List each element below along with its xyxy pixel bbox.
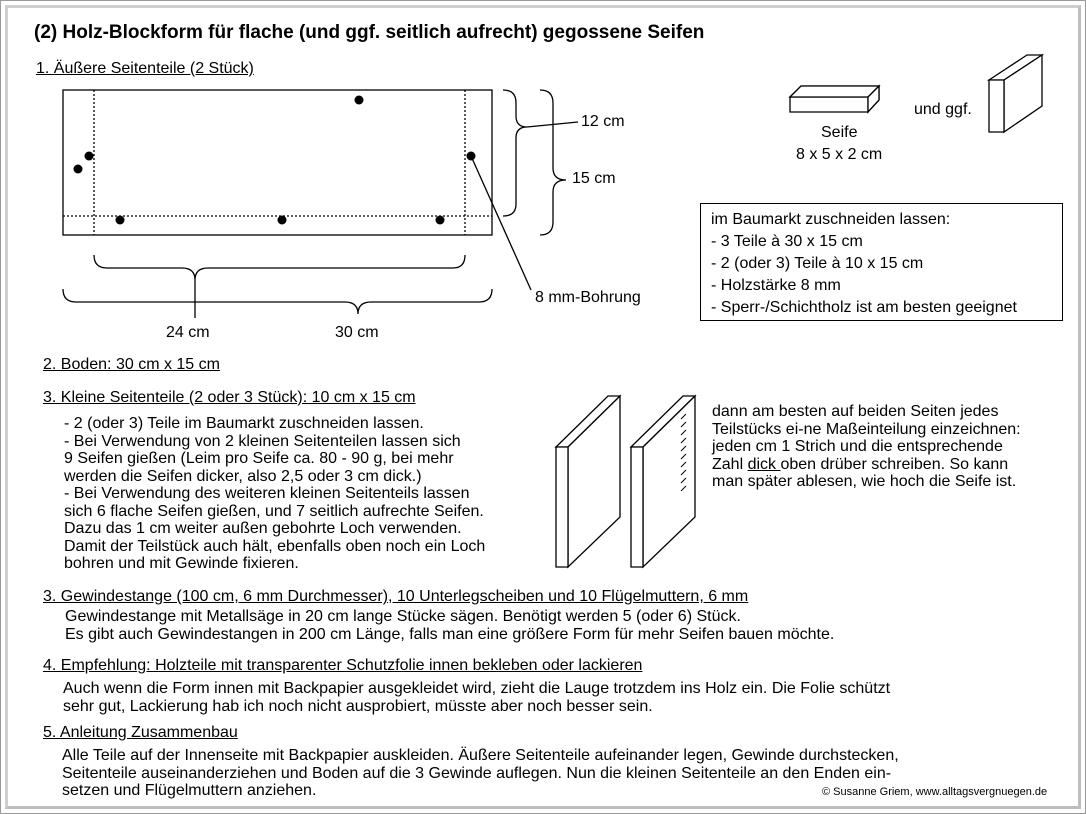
box-line: - Sperr-/Schichtholz ist am besten geeignet <box>711 299 1017 316</box>
small-panel-1-edge <box>556 447 568 567</box>
text-line: Auch wenn die Form innen mit Backpapier ausgekleidet wird, zieht die Lauge trotzdem ins Holz ein. Die Folie schützt <box>63 680 891 697</box>
text-line: Dazu das 1 cm weiter außen gebohrte Loch verwenden. <box>64 520 462 537</box>
text-line: sehr gut, Lackierung hab ich noch nicht ausprobiert, müsste aber noch besser sein. <box>63 697 653 715</box>
soap-optional-label: und ggf. <box>914 101 972 118</box>
text-line: Damit der Teilstück auch hält, ebenfalls oben noch ein Loch <box>64 537 486 555</box>
brace-12cm <box>503 90 527 216</box>
drill-hole <box>278 216 287 225</box>
text-line: 9 Seifen gießen (Leim pro Seife ca. 80 - 90 g, bei mehr <box>64 450 454 467</box>
section4-heading: 3. Gewindestange (100 cm, 6 mm Durchmesser), 10 Unterlegscheiben und 10 Flügelmuttern, 6 mm <box>43 588 749 605</box>
drill-label: 8 mm-Bohrung <box>535 289 641 306</box>
text-line: werden die Seifen dicker, also 2,5 oder 3 cm dick.) <box>64 467 422 485</box>
text-line: dann am besten auf beiden Seiten jedes <box>712 403 999 420</box>
section3-heading: 3. Kleine Seitenteile (2 oder 3 Stück): 10 cm x 15 cm <box>43 389 416 406</box>
text-line: jeden cm 1 Strich und die entsprechende <box>712 438 1003 455</box>
leader-drill <box>471 156 531 290</box>
text-line: Zahl dick oben drüber schreiben. So kann <box>712 455 1009 473</box>
text-line: bohren und mit Gewinde fixieren. <box>64 555 299 572</box>
section6-text <box>62 747 899 800</box>
soap-flat-front <box>790 97 868 112</box>
brace-30cm <box>63 289 492 314</box>
section2-heading: 2. Boden: 30 cm x 15 cm <box>43 356 220 373</box>
copyright: © Susanne Griem, www.alltagsvergnuegen.de <box>822 786 1048 798</box>
drill-hole <box>116 216 125 225</box>
section3-side-note <box>712 403 1021 491</box>
text-line: man später ablesen, wie hoch die Seife ist. <box>712 473 1017 490</box>
box-line: - 2 (oder 3) Teile à 10 x 15 cm <box>711 255 924 272</box>
drill-hole <box>85 152 94 161</box>
text-line: setzen und Flügelmuttern anziehen. <box>62 782 317 799</box>
soap-flat-topface <box>790 86 879 97</box>
page-title: (2) Holz-Blockform für flache (und ggf. seitlich aufrecht) gegossene Seifen <box>34 22 705 43</box>
section1-heading: 1. Äußere Seitenteile (2 Stück) <box>36 60 254 77</box>
side-panel-outline <box>63 90 492 235</box>
brace-24cm <box>94 255 465 280</box>
text-line: - Bei Verwendung des weiteren kleinen Seitenteils lassen <box>64 485 470 502</box>
dimension-12cm: 12 cm <box>581 113 625 130</box>
box-line: im Baumarkt zuschneiden lassen: <box>711 211 951 228</box>
text-line: - Bei Verwendung von 2 kleinen Seitenteilen lassen sich <box>64 432 461 450</box>
dimension-15cm: 15 cm <box>572 170 616 187</box>
section6-heading: 5. Anleitung Zusammenbau <box>43 724 238 741</box>
text-line: Teilstücks ei-ne Maßeinteilung einzeichnen: <box>712 420 1021 438</box>
text-line: sich 6 flache Seifen gießen, und 7 seitlich aufrechte Seifen. <box>64 502 484 520</box>
dimension-30cm: 30 cm <box>335 324 379 341</box>
text-line: Es gibt auch Gewindestangen in 200 cm Länge, falls man eine größere Form für mehr Seifen bauen möchte. <box>65 625 835 643</box>
emphasis-word: dick <box>747 455 781 473</box>
text-line: Gewindestange mit Metallsäge in 20 cm lange Stücke sägen. Benötigt werden 5 (oder 6) Stück. <box>65 608 741 625</box>
soap-label: Seife <box>821 124 858 141</box>
drill-hole <box>436 216 445 225</box>
box-line: - 3 Teile à 30 x 15 cm <box>711 233 863 250</box>
drill-hole <box>355 96 364 105</box>
hardware-store-box <box>700 203 1063 321</box>
small-panel-1-face <box>568 396 620 567</box>
section5-text <box>63 680 890 715</box>
dimension-24cm: 24 cm <box>166 324 210 341</box>
brace-15cm <box>540 90 566 235</box>
soap-size: 8 x 5 x 2 cm <box>796 146 883 163</box>
drill-hole <box>467 152 476 161</box>
small-panel-2-face <box>643 396 695 567</box>
small-panel-2-edge <box>631 447 643 567</box>
box-line: - Holzstärke 8 mm <box>711 277 841 294</box>
section5-heading: 4. Empfehlung: Holzteile mit transparenter Schutzfolie innen bekleben oder lackieren <box>43 657 643 674</box>
text-line: Seitenteile auseinanderziehen und Boden auf die 3 Gewinde auflegen. Nun die kleinen Seitenteile an den Enden ein- <box>62 764 892 782</box>
text-line: - 2 (oder 3) Teile im Baumarkt zuschneiden lassen. <box>64 415 424 432</box>
soap-upright-front <box>989 80 1004 132</box>
section4-text <box>65 608 834 643</box>
drill-hole <box>74 165 83 174</box>
section3-text <box>64 415 485 573</box>
text-line: Alle Teile auf der Innenseite mit Backpapier auskleiden. Äußere Seitenteile aufeinander legen, Gewinde durchstecken, <box>62 747 899 764</box>
